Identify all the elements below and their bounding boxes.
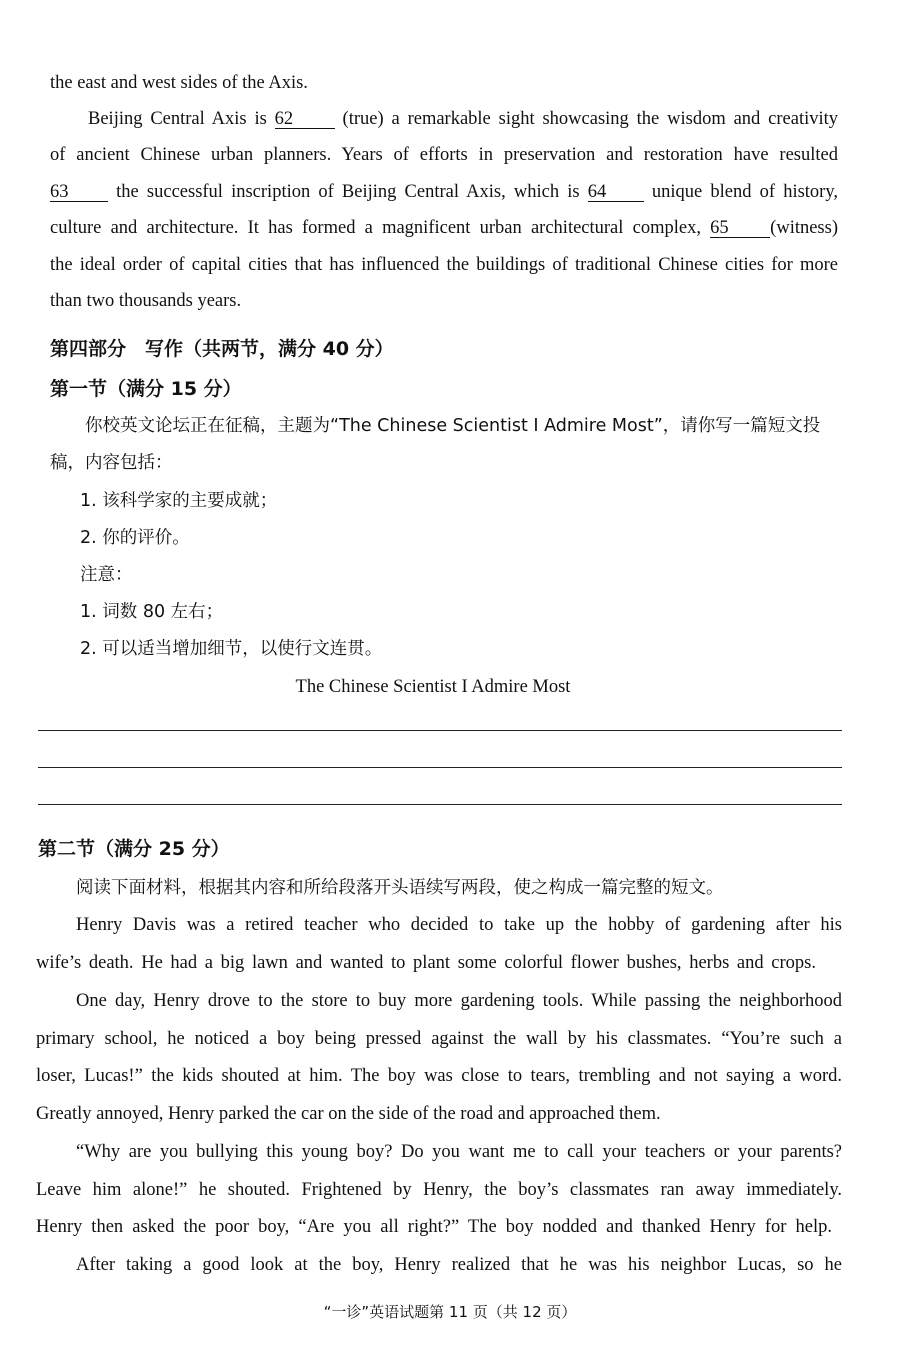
passage-text: the successful inscription of Beijing Central Axis, which is [116, 182, 580, 202]
passage-line [50, 180, 838, 204]
story-line: “Why are you bullying this young boy? Do you want me to call your teachers or your parents? [76, 1142, 842, 1162]
passage-line: than two thousands years. [50, 291, 242, 311]
answer-blank-64: 64 [588, 183, 644, 202]
section1-heading: 第一节（满分 15 分） [50, 378, 242, 400]
writing-line [38, 804, 842, 805]
passage-text: (true) a remarkable sight showcasing the wisdom and creativity [342, 109, 839, 129]
answer-blank-63: 63 [50, 183, 108, 202]
story-line: Henry Davis was a retired teacher who decided to take up the hobby of gardening after his [76, 915, 842, 935]
part4-heading: 第四部分 写作（共两节，满分 40 分） [50, 338, 394, 360]
note-item-1: 1. 词数 80 左右； [80, 602, 224, 622]
story-line: Leave him alone!” he shouted. Frightened by Henry, the boy’s classmates ran away immediately. [36, 1180, 842, 1200]
story-line: loser, Lucas!” the kids shouted at him. The boy was close to tears, trembling and not saying a word. [36, 1066, 842, 1086]
passage-line: of ancient Chinese urban planners. Years of efforts in preservation and restoration have resulted [50, 145, 838, 165]
story-line: Henry then asked the poor boy, “Are you all right?” The boy nodded and thanked Henry for help. [36, 1217, 832, 1237]
story-line: One day, Henry drove to the store to buy more gardening tools. While passing the neighborhood [76, 991, 842, 1011]
content-item-2: 2. 你的评价。 [80, 528, 190, 548]
content-item-1: 1. 该科学家的主要成就； [80, 491, 278, 511]
passage-line [88, 107, 838, 131]
answer-blank-62: 62 [275, 110, 335, 129]
passage-text: unique blend of history, [651, 182, 839, 202]
section2-heading: 第二节（满分 25 分） [38, 838, 230, 860]
note-label: 注意： [80, 565, 133, 585]
essay-title: The Chinese Scientist I Admire Most [295, 677, 571, 697]
story-line: After taking a good look at the boy, Henry realized that he was his neighbor Lucas, so he [76, 1255, 842, 1275]
passage-line: the ideal order of capital cities that has influenced the buildings of traditional Chinese cities for more [50, 255, 838, 275]
section2-instruction: 阅读下面材料，根据其内容和所给段落开头语续写两段，使之构成一篇完整的短文。 [76, 878, 724, 898]
section1-prompt: 稿，内容包括： [50, 453, 173, 473]
passage-text: Beijing Central Axis is [88, 109, 267, 129]
story-line: wife’s death. He had a big lawn and wanted to plant some colorful flower bushes, herbs and crops. [36, 953, 816, 973]
passage-text: culture and architecture. It has formed a magnificent urban architectural complex, [50, 218, 701, 238]
page-footer: “一诊”英语试题第 11 页（共 12 页） [323, 1303, 577, 1321]
passage-line [50, 216, 838, 240]
writing-line [38, 730, 842, 731]
story-line: Greatly annoyed, Henry parked the car on the side of the road and approached them. [36, 1104, 661, 1124]
passage-text: (witness) [770, 218, 838, 238]
answer-blank-65: 65 [710, 219, 770, 238]
story-line: primary school, he noticed a boy being pressed against the wall by his classmates. “You’re such a [36, 1029, 842, 1049]
writing-line [38, 767, 842, 768]
section1-prompt: 你校英文论坛正在征稿，主题为“The Chinese Scientist I Admire Most”，请你写一篇短文投 [85, 416, 821, 436]
passage-line: the east and west sides of the Axis. [50, 73, 308, 93]
note-item-2: 2. 可以适当增加细节，以使行文连贯。 [80, 639, 383, 659]
